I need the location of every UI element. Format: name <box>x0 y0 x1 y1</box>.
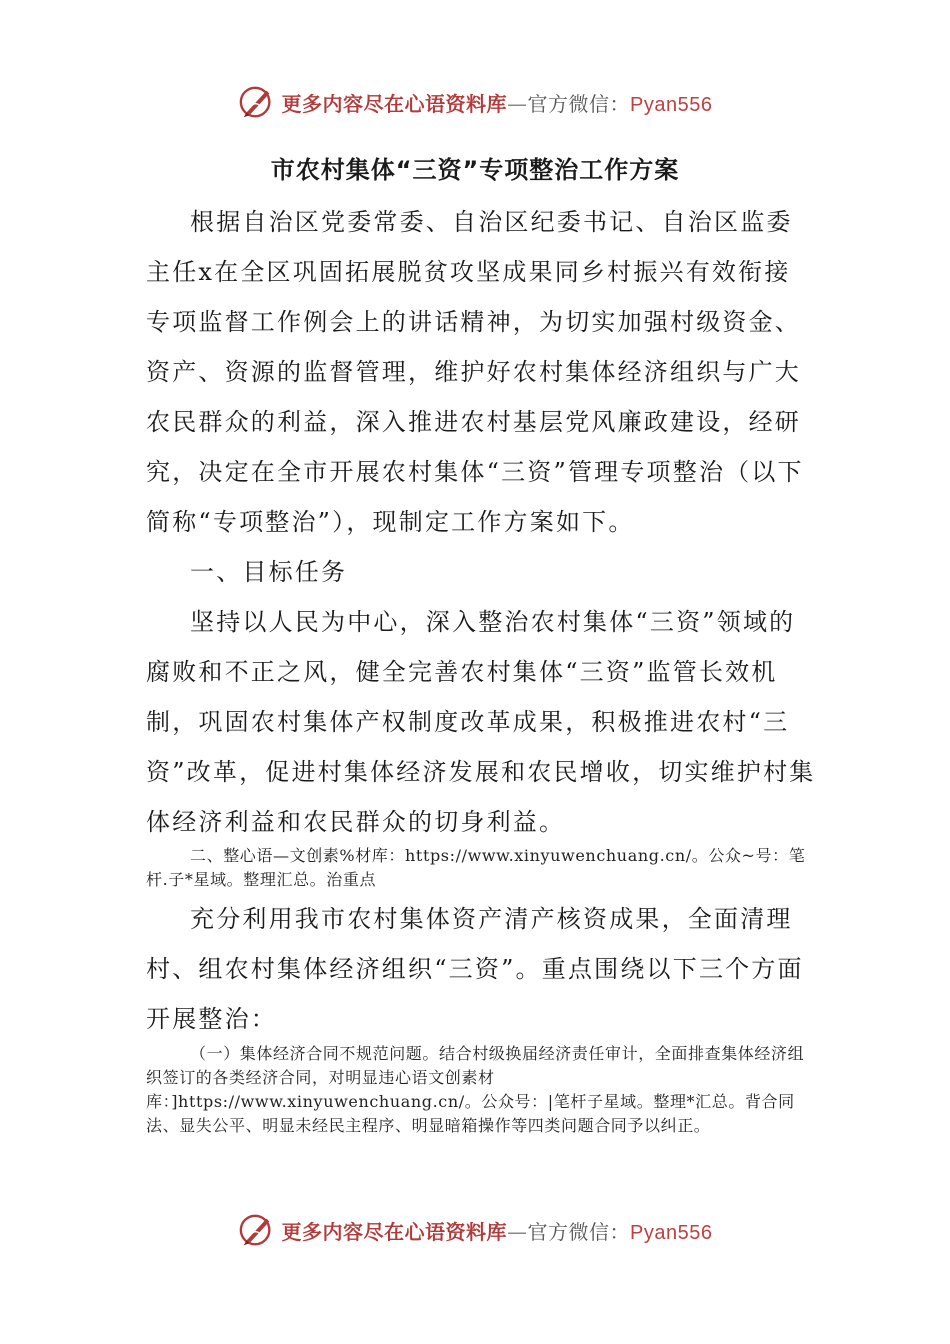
heading-goals: 一、目标任务 <box>190 558 348 586</box>
body-block-4 <box>146 1042 816 1138</box>
footer-banner <box>0 1210 950 1250</box>
banner-site: 更多内容尽在心语资料库 <box>281 91 508 116</box>
banner-official: 官方微信： <box>527 1219 631 1244</box>
header-banner <box>0 82 950 122</box>
pen-logo-icon <box>238 83 276 121</box>
body-block-3 <box>146 894 816 1044</box>
paragraph-intro: 根据自治区党委常委、自治区纪委书记、自治区监委主任x在全区巩固拓展脱贫攻坚成果同乡村振兴有效衔接专项监督工作例会上的讲话精神，为切实加强村级资金、资产、资源的监督管理，维护好农村集体经济组织与广大农民群众的利益，深入推进农村基层党风廉政建设，经研究，决定在全市开展农村集体“三资”管理专项整治（以下简称“专项整治”），现制定工作方案如下。 <box>146 208 804 536</box>
banner-wechat-id: Pyan556 <box>630 93 713 116</box>
body-block-1 <box>146 197 816 847</box>
banner-text <box>282 1216 713 1245</box>
banner-wechat-id: Pyan556 <box>630 1221 713 1244</box>
body-block-2 <box>146 844 816 892</box>
pen-logo-icon <box>238 1211 276 1249</box>
paragraph-goals: 坚持以人民为中心，深入整治农村集体“三资”领域的腐败和不正之风，健全完善农村集体“三资”监管长效机制，巩固农村集体产权制度改革成果，积极推进农村“三资”改革，促进村集体经济发展和农民增收，切实维护村集体经济利益和农民群众的切身利益。 <box>146 608 816 836</box>
banner-text <box>282 88 713 117</box>
banner-dash: — <box>507 91 528 116</box>
banner-official: 官方微信： <box>527 91 631 116</box>
paragraph-scope: 充分利用我市农村集体资产清产核资成果，全面清理村、组农村集体经济组织“三资”。重点围绕以下三个方面开展整治： <box>146 905 804 1033</box>
banner-dash: — <box>507 1219 528 1244</box>
paragraph-contracts: （一）集体经济合同不规范问题。结合村级换届经济责任审计，全面排查集体经济组织签订的各类经济合同，对明显违心语文创素材库：]https://www.xinyuwenchuang.cn/。公众号：|笔杆子星域。整理*汇总。背合同法、显失公平、明显未经民主程序、明显暗箱操作等四类问题合同予以纠正。 <box>146 1044 805 1135</box>
heading-focus-small: 二、整心语—文创素%材库：https://www.xinyuwenchuang.cn/。公众~号：笔杆.子*星域。整理汇总。治重点 <box>146 846 806 889</box>
document-title: 市农村集体“三资”专项整治工作方案 <box>270 156 680 184</box>
banner-site: 更多内容尽在心语资料库 <box>281 1219 508 1244</box>
